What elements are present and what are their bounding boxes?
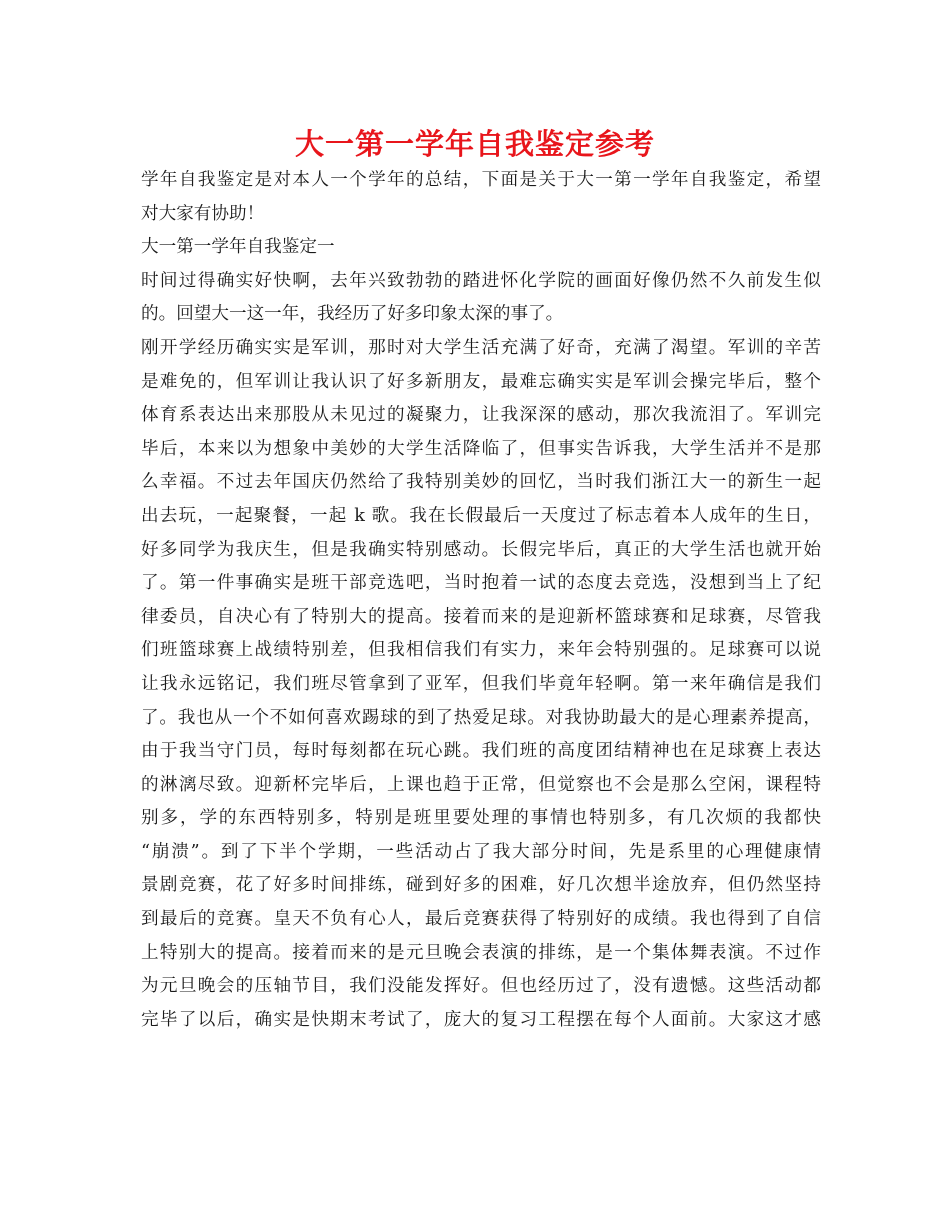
paragraph-line: 到最后的竞赛。皇天不负有心人，最后竞赛获得了特别好的成绩。我也得到了自信 — [141, 909, 821, 930]
paragraph-line: 对大家有协助！ — [141, 203, 265, 224]
paragraph-line: 的。回望大一这一年，我经历了好多印象太深的事了。 — [141, 304, 564, 325]
paragraph-line: 是难免的，但军训让我认识了好多新朋友，最难忘确实实是军训会操完毕后，整个 — [141, 371, 821, 392]
paragraph-line: 了。我也从一个不如何喜欢踢球的到了热爱足球。对我协助最大的是心理素养提高， — [141, 707, 821, 728]
paragraph-line: 景剧竞赛，花了好多时间排练，碰到好多的困难，好几次想半途放弃，但仍然坚持 — [141, 875, 821, 896]
paragraph-line: 时间过得确实好快啊，去年兴致勃勃的踏进怀化学院的画面好像仍然不久前发生似 — [141, 270, 821, 291]
paragraph-line: 体育系表达出来那股从未见过的凝聚力，让我深深的感动，那次我流泪了。军训完 — [141, 405, 821, 426]
paragraph-line: 刚开学经历确实实是军训，那时对大学生活充满了好奇，充满了渴望。军训的辛苦 — [141, 337, 821, 358]
paragraph-line: 律委员，自决心有了特别大的提高。接着而来的是迎新杯篮球赛和足球赛，尽管我 — [141, 606, 821, 627]
document-title: 大一第一学年自我鉴定参考 — [294, 127, 655, 161]
paragraph-line: 上特别大的提高。接着而来的是元旦晚会表演的排练，是一个集体舞表演。不过作 — [141, 942, 821, 963]
document-body — [141, 164, 821, 1037]
paragraph-line: 学年自我鉴定是对本人一个学年的总结，下面是关于大一第一学年自我鉴定，希望 — [141, 170, 821, 190]
paragraph-line: 为元旦晚会的压轴节目，我们没能发挥好。但也经历过了，没有遗憾。这些活动都 — [141, 976, 821, 997]
paragraph-line: 别多，学的东西特别多，特别是班里要处理的事情也特别多，有几次烦的我都快 — [141, 808, 821, 829]
paragraph-line: 了。第一件事确实是班干部竞选吧，当时抱着一试的态度去竞选，没想到当上了纪 — [141, 573, 821, 594]
paragraph-line: “崩溃”。到了下半个学期，一些活动占了我大部分时间，先是系里的心理健康情 — [141, 841, 821, 862]
paragraph-line: 大一第一学年自我鉴定一 — [141, 237, 335, 258]
paragraph-line: 毕后，本来以为想象中美妙的大学生活降临了，但事实告诉我，大学生活并不是那 — [141, 438, 821, 459]
paragraph-line: 好多同学为我庆生，但是我确实特别感动。长假完毕后，真正的大学生活也就开始 — [141, 539, 821, 560]
paragraph-line: 么幸福。不过去年国庆仍然给了我特别美妙的回忆，当时我们浙江大一的新生一起 — [141, 472, 821, 493]
paragraph-line: 们班篮球赛上战绩特别差，但我相信我们有实力，来年会特别强的。足球赛可以说 — [141, 640, 821, 661]
paragraph-line: 的淋漓尽致。迎新杯完毕后，上课也趋于正常，但觉察也不会是那么空闲，课程特 — [141, 774, 821, 795]
paragraph-line: 出去玩，一起聚餐，一起 k 歌。我在长假最后一天度过了标志着本人成年的生日， — [141, 505, 821, 526]
paragraph-line: 完毕了以后，确实是快期末考试了，庞大的复习工程摆在每个人面前。大家这才感 — [141, 1009, 821, 1030]
paragraph-line: 让我永远铭记，我们班尽管拿到了亚军，但我们毕竟年轻啊。第一来年确信是我们 — [141, 673, 821, 694]
paragraph-line: 由于我当守门员，每时每刻都在玩心跳。我们班的高度团结精神也在足球赛上表达 — [141, 741, 821, 762]
